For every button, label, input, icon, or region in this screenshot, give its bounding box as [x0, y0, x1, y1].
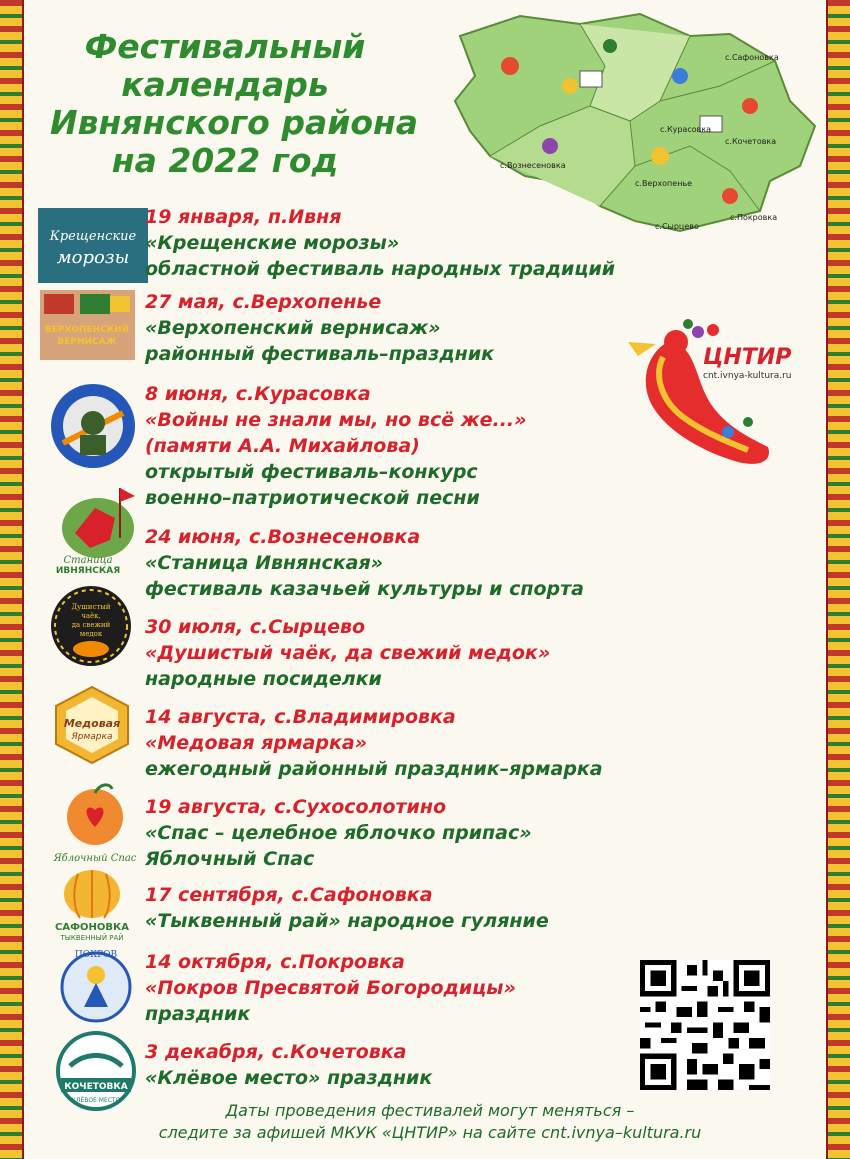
event-description: открытый фестиваль–конкурс: [145, 461, 478, 483]
footer-note: [60, 1100, 800, 1144]
logo-text: ВЕРХОПЕНСКИЙ: [44, 325, 130, 335]
event-name: «Верхопенский вернисаж»: [145, 317, 441, 339]
event-name: «Крещенские морозы»: [145, 232, 400, 254]
title-line: Ивнянского района: [50, 103, 419, 142]
event-description: ежегодный районный праздник–ярмарка: [145, 758, 603, 780]
event-name: «Тыквенный рай»: [145, 910, 341, 932]
map-label: с.Кочетовка: [725, 137, 777, 146]
event-description: праздник: [320, 1067, 433, 1089]
event-name-line: [145, 909, 549, 933]
event-date: 19 января, п.Ивня: [145, 206, 342, 228]
title-line: на 2022 год: [111, 141, 339, 180]
logo-text: Ярмарка: [71, 732, 113, 742]
cntir-firebird-logo: [608, 312, 808, 472]
event-name: «Клёвое место»: [145, 1067, 321, 1089]
event-date: 30 июля, с.Сырцево: [145, 616, 366, 638]
map-label: с.Сафоновка: [725, 53, 779, 62]
event-date: 19 августа, с.Сухосолотино: [145, 796, 447, 818]
cntir-name: ЦНТИР: [703, 345, 792, 370]
event-name: «Войны не знали мы, но всё же...»: [145, 409, 527, 431]
logo-text: Крещенские: [49, 229, 137, 244]
event-description: народные посиделки: [145, 668, 382, 690]
event-description: Яблочный Спас: [145, 848, 315, 870]
logo-text: Яблочный Спас: [53, 853, 137, 864]
map-label: с.Вознесеновка: [500, 161, 566, 170]
logo-text: ИВНЯНСКАЯ: [55, 566, 121, 573]
title-line: календарь: [121, 65, 329, 104]
logo-kurasovka-song-festival: [50, 383, 136, 469]
logo-text: КЛЁВОЕ МЕСТО: [71, 1097, 121, 1104]
event-description: праздник: [145, 1003, 251, 1025]
event-description: народное гуляние: [340, 910, 549, 932]
poster-title: [50, 27, 419, 180]
event-name: «Спас – целебное яблочко припас»: [145, 822, 532, 844]
title-line: Фестивальный: [84, 27, 366, 66]
event-name: «Станица Ивнянская»: [145, 552, 383, 574]
event-date: 17 сентября, с.Сафоновка: [145, 884, 433, 906]
event-name-note: (памяти А.А. Михайлова): [145, 435, 420, 457]
event-name: «Медовая ярмарка»: [145, 732, 368, 754]
ornament-border-right: [826, 0, 850, 1159]
footer-line: Даты проведения фестивалей могут меняться –: [225, 1101, 635, 1120]
district-map: [430, 6, 825, 241]
event-name-line: [145, 1066, 432, 1090]
logo-verkhopenskiy-vernisazh: [40, 290, 135, 360]
map-label: с.Курасовка: [660, 125, 712, 134]
event-date: 3 декабря, с.Кочетовка: [145, 1041, 407, 1063]
logo-dushistyy-chayok: [50, 585, 132, 667]
logo-kreshchenskie-morozy: [38, 208, 148, 283]
event-description: фестиваль казачьей культуры и спорта: [145, 578, 584, 600]
event-date: 14 августа, с.Владимировка: [145, 706, 456, 728]
logo-text: ТЫКВЕННЫЙ РАЙ: [60, 934, 124, 942]
event-name: «Покров Пресвятой Богородицы»: [145, 977, 516, 999]
logo-text: морозы: [56, 247, 130, 268]
map-label: с.Верхопенье: [635, 179, 693, 188]
footer-line: следите за афишей МКУК «ЦНТИР» на сайте cnt.ivnya–kultura.ru: [158, 1123, 702, 1142]
event-name: «Душистый чаёк, да свежий медок»: [145, 642, 551, 664]
event-description: областной фестиваль народных традиций: [145, 258, 616, 280]
event-description-line2: военно–патриотической песни: [145, 487, 480, 509]
event-date: 24 июня, с.Вознесеновка: [145, 526, 421, 548]
logo-text: чаёк,: [81, 612, 101, 620]
logo-pokrov: [56, 945, 136, 1025]
qr-code[interactable]: [640, 960, 770, 1090]
logo-text: ПОКРОВ: [74, 950, 118, 960]
event-description: районный фестиваль–праздник: [145, 343, 495, 365]
cntir-site: cnt.ivnya-kultura.ru: [703, 371, 792, 381]
map-label: с.Покровка: [730, 213, 778, 222]
logo-text: КОЧЕТОВКА: [64, 1082, 128, 1092]
logo-tykvennyy-ray: [52, 862, 132, 942]
logo-text: ВЕРНИСАЖ: [57, 337, 117, 347]
logo-text: да свежий: [71, 621, 111, 629]
logo-stanitsa-ivnyanskaya: [40, 478, 150, 573]
event-date: 14 октября, с.Покровка: [145, 951, 405, 973]
logo-yablochnyy-spas: [50, 775, 140, 865]
logo-text: САФОНОВКА: [55, 922, 129, 933]
event-date: 27 мая, с.Верхопенье: [145, 291, 382, 313]
event-date: 8 июня, с.Курасовка: [145, 383, 371, 405]
logo-text: Медовая: [63, 717, 121, 730]
ornament-border-left: [0, 0, 24, 1159]
logo-text: Станица: [63, 555, 113, 566]
logo-text: Душистый: [71, 603, 111, 611]
logo-text: медок: [79, 630, 103, 638]
map-label: с.Сырцево: [655, 222, 699, 231]
logo-medovaya-yarmarka: [52, 685, 132, 765]
